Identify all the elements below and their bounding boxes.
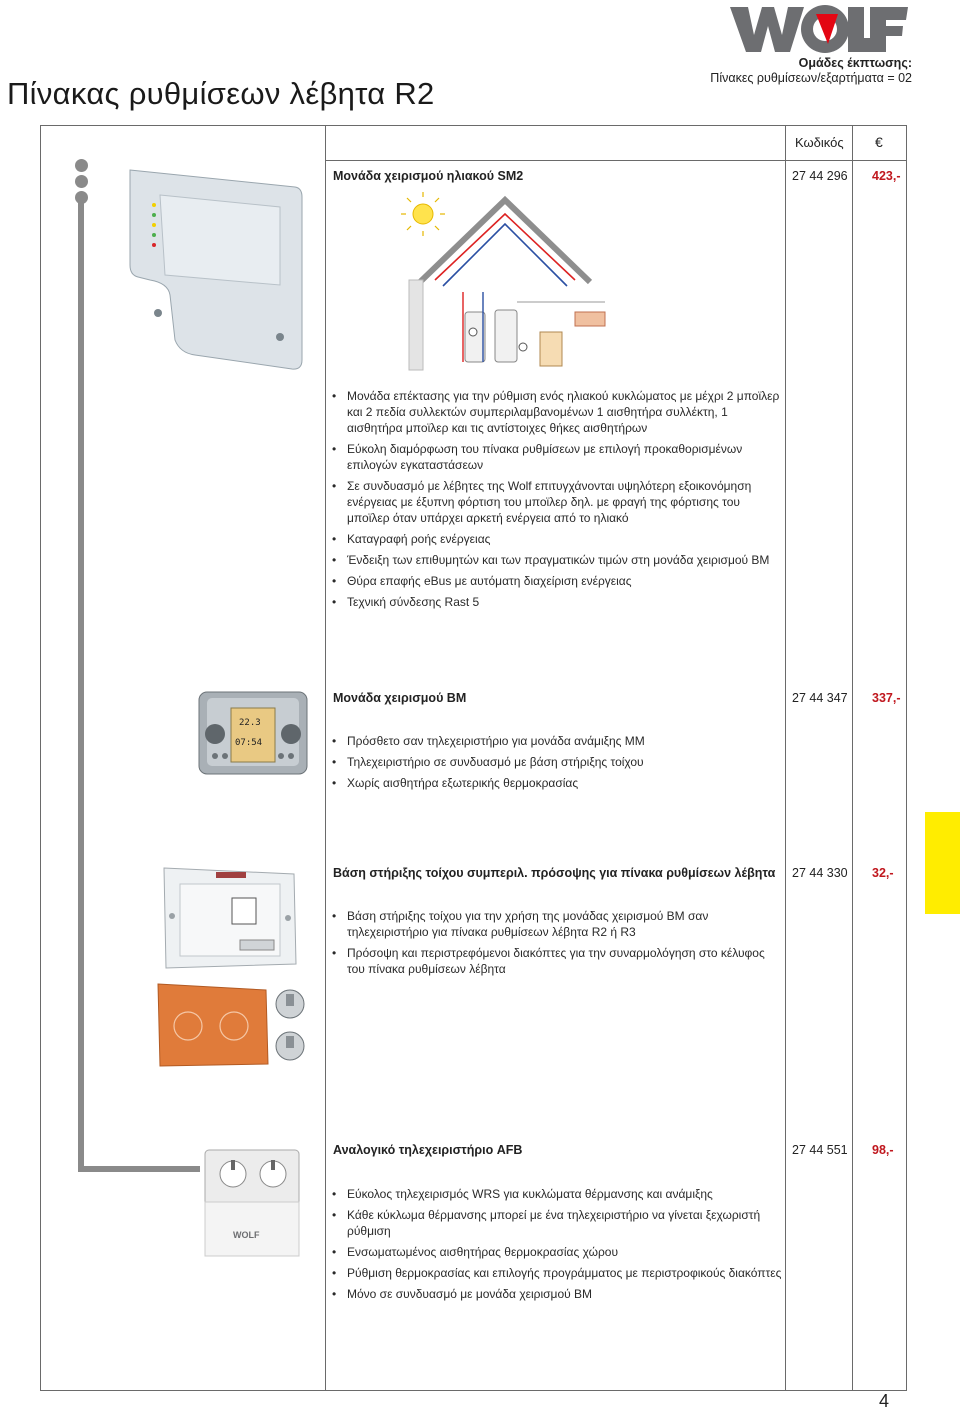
column-divider [852, 125, 853, 1391]
feature-item: • Πρόσοψη και περιστρεφόμενοι διακόπτες για την συναρμολόγηση στο κέλυφος του πίνακα ρυθμίσεων λέβητα [331, 945, 781, 977]
product-code: 27 44 551 [792, 1143, 848, 1157]
section-tab [925, 812, 960, 914]
feature-item: • Κάθε κύκλωμα θέρμανσης μπορεί με ένα τηλεχειριστήριο να γίνεται ξεχωριστή ρύθμιση [331, 1207, 791, 1239]
tree-line [78, 200, 84, 1172]
feature-item: • Ένδειξη των επιθυμητών και των πραγματικών τιμών στη μονάδα χειρισμού BM [331, 552, 781, 568]
feature-list [331, 388, 781, 615]
tree-dot [75, 175, 88, 188]
column-header-code: Κωδικός [795, 135, 844, 150]
product-code: 27 44 296 [792, 169, 848, 183]
feature-item: • Πρόσθετο σαν τηλεχειριστήριο για μονάδα ανάμιξης MM [331, 733, 781, 749]
feature-item: • Μόνο σε συνδυασμό με μονάδα χειρισμού BM [331, 1286, 791, 1302]
feature-item: • Τεχνική σύνδεσης Rast 5 [331, 594, 781, 610]
page-number: 4 [879, 1391, 890, 1411]
bm-product-image [197, 690, 309, 776]
product-price: 32,- [872, 866, 894, 880]
front-panel-image [154, 980, 306, 1070]
page-title: Πίνακας ρυθμίσεων λέβητα R2 [7, 76, 435, 111]
feature-item: • Σε συνδυασμό με λέβητες της Wolf επιτυγχάνονται υψηλότερη εξοικονόμηση ενέργειας με έξυπνη φόρτιση του μποϊλερ δηλ. με φραγή της φόρτισης του μποϊλερ όταν υπάρχει αρκετή ενέργεια από το ηλιακό [331, 478, 781, 526]
product-code: 27 44 347 [792, 691, 848, 705]
feature-item: • Βάση στήριξης τοίχου για την χρήση της μονάδας χειρισμού BM σαν τηλεχειριστήριο για πίνακα ρυθμίσεων λέβητα R2 ή R3 [331, 908, 781, 940]
feature-item: • Εύκολη διαμόρφωση του πίνακα ρυθμίσεων με επιλογή προκαθορισμένων επιλογών εγκαταστάσεων [331, 441, 781, 473]
bm-display-line2: 07:54 [235, 738, 263, 748]
product-code: 27 44 330 [792, 866, 848, 880]
feature-item: • Ρύθμιση θερμοκρασίας και επιλογής προγράμματος με περιστροφικούς διακόπτες [331, 1265, 791, 1281]
afb-logo: WOLF [233, 1230, 260, 1240]
tree-dot [75, 159, 88, 172]
product-price: 98,- [872, 1143, 894, 1157]
feature-item: • Τηλεχειριστήριο σε συνδυασμό με βάση στήριξης τοίχου [331, 754, 781, 770]
sm2-product-image [120, 165, 310, 370]
product-price: 423,- [872, 169, 901, 183]
column-header-currency: € [875, 134, 883, 150]
tree-line [78, 1166, 200, 1172]
feature-item: • Καταγραφή ροής ενέργειας [331, 531, 781, 547]
feature-item: • Ενσωματωμένος αισθητήρας θερμοκρασίας χώρου [331, 1244, 791, 1260]
feature-item: • Μονάδα επέκτασης για την ρύθμιση ενός ηλιακού κυκλώματος με μέχρι 2 μποϊλερ και 2 πεδία συλλεκτών συμπεριλαμβανομένων 1 αισθητήρα συλλέκτη, 1 αισθητήρα μποϊλερ και τις αντίστοιχες θήκες αισθητήρων [331, 388, 781, 436]
product-title: Βάση στήριξης τοίχου συμπεριλ. πρόσοψης για πίνακα ρυθμίσεων λέβητα [333, 866, 776, 880]
solar-system-diagram [395, 192, 615, 372]
feature-list [331, 1186, 791, 1307]
afb-product-image [203, 1148, 301, 1258]
discount-group-value: Πίνακες ρυθμίσεων/εξαρτήματα = 02 [710, 71, 912, 85]
feature-item: • Εύκολος τηλεχειρισμός WRS για κυκλώματα θέρμανσης και ανάμιξης [331, 1186, 791, 1202]
discount-group-label: Ομάδες έκπτωσης: [798, 56, 912, 70]
header-divider [325, 160, 907, 161]
feature-list [331, 733, 781, 796]
product-title: Μονάδα χειρισμού BM [333, 691, 467, 705]
product-title: Μονάδα χειρισμού ηλιακού SM2 [333, 169, 524, 183]
bm-display-line1: 22.3 [239, 718, 261, 728]
wall-mount-image [158, 866, 300, 970]
wolf-logo [728, 2, 910, 56]
product-title: Αναλογικό τηλεχειριστήριο AFB [333, 1143, 523, 1157]
column-divider [325, 125, 326, 1391]
product-price: 337,- [872, 691, 901, 705]
feature-item: • Χωρίς αισθητήρα εξωτερικής θερμοκρασίας [331, 775, 781, 791]
feature-item: • Θύρα επαφής eBus με αυτόματη διαχείριση ενέργειας [331, 573, 781, 589]
feature-list [331, 908, 781, 982]
